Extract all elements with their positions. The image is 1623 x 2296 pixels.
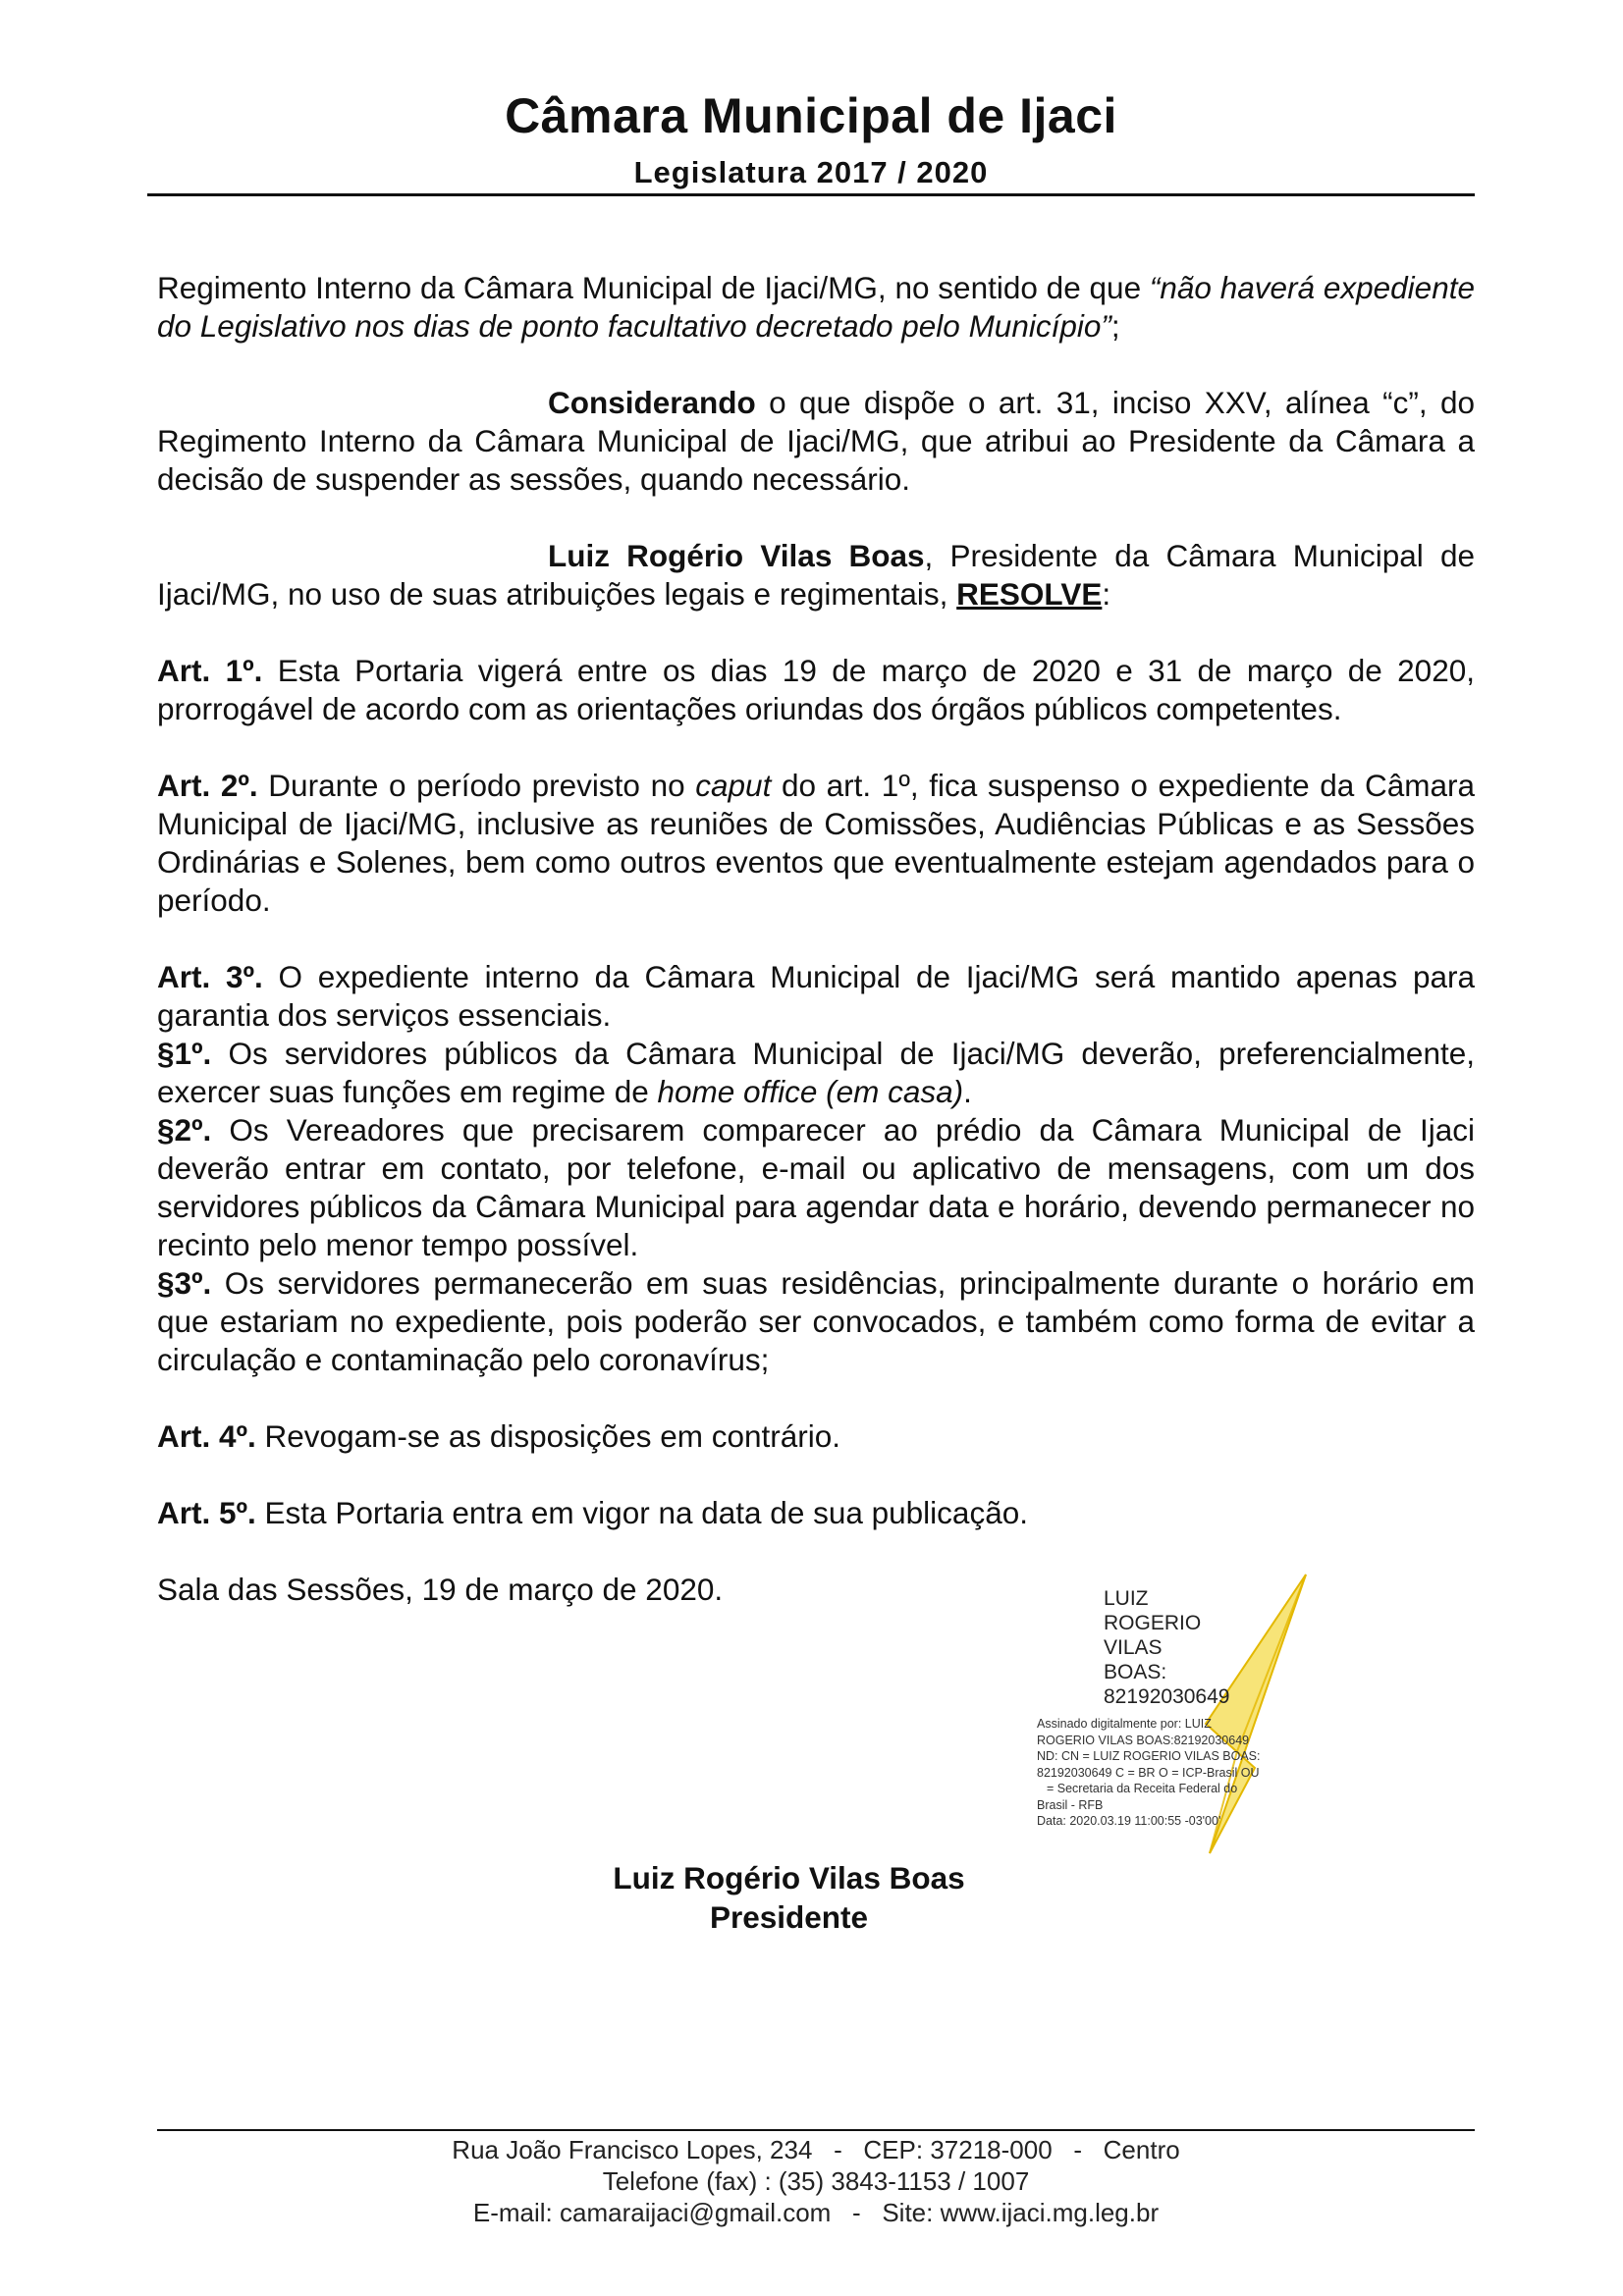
article-label: Art. 2º. (157, 768, 258, 803)
article-text: Durante o período previsto no (257, 768, 696, 803)
paragraph-label: §2º. (157, 1112, 212, 1148)
bold-lead: Considerando (548, 385, 756, 420)
text-span: o que dispõe o art. 31, inciso XXV, alínea “c”, do Regimento Interno da Câmara Municipal de Ijaci/MG, que atribui ao Presidente da Câmara a decisão de suspender as sessões, quando necessário. (157, 385, 1475, 497)
paragraph-label: §3º. (157, 1265, 212, 1301)
signature-details (1037, 1716, 1260, 1830)
paragraph-considerando (157, 384, 1475, 499)
date-line: Sala das Sessões, 19 de março de 2020. (157, 1572, 724, 1607)
article-label: Art. 3º. (157, 959, 263, 994)
signer-name-block (1104, 1586, 1229, 1709)
signature-detail-line: Assinado digitalmente por: LUIZ (1037, 1717, 1212, 1731)
digital-signature-stamp (1021, 1567, 1335, 1861)
paragraph-regimento (157, 269, 1475, 346)
quoted-text: “não haverá expediente do Legislativo nos dias de ponto facultativo decretado pelo Município” (157, 270, 1475, 344)
article-5 (157, 1494, 1475, 1532)
signer-name-line: BOAS: (1104, 1661, 1167, 1683)
paragraph-1 (157, 1035, 1475, 1111)
italic-term: caput (695, 768, 772, 803)
text-span: , Presidente da Câmara Municipal de Ijaci/MG, no uso de suas atribuições legais e regimentais, (157, 538, 1475, 612)
signatory-role: Presidente (709, 1899, 869, 1935)
paragraph-text: Os Vereadores que precisarem comparecer ao prédio da Câmara Municipal de Ijaci deverão entrar em contato, por telefone, e-mail ou aplicativo de mensagens, com um dos servidores públicos da Câmara Municipal para agendar data e horário, devendo permanecer no recinto pelo menor tempo possível. (157, 1112, 1475, 1262)
paragraph-label: §1º. (157, 1036, 212, 1071)
signature-detail-line: Data: 2020.03.19 11:00:55 -03'00' (1037, 1814, 1221, 1828)
resolve-keyword: RESOLVE (956, 576, 1103, 612)
signatory-block (491, 1858, 1087, 1937)
footer-contact: E-mail: camaraijaci@gmail.com - Site: www.ijaci.mg.leg.br (472, 2198, 1160, 2227)
letterhead (147, 80, 1475, 194)
footer (157, 2134, 1475, 2228)
legislature-subtitle: Legislatura 2017 / 2020 (633, 155, 989, 189)
article-2 (157, 767, 1475, 920)
signer-name-line: LUIZ (1104, 1587, 1149, 1610)
paragraph-text: Os servidores permanecerão em suas residências, principalmente durante o horário em que estariam no expediente, pois poderão ser convocados, e também como forma de evitar a circulação e contaminação pelo coronavírus; (157, 1265, 1475, 1377)
footer-divider (157, 2129, 1475, 2131)
paragraph-3 (157, 1264, 1475, 1379)
article-1 (157, 652, 1475, 728)
text-span: . (963, 1074, 972, 1109)
signer-cpf-line: 82192030649 (1104, 1685, 1230, 1708)
president-name-inline: Luiz Rogério Vilas Boas (548, 538, 925, 573)
article-3 (157, 958, 1475, 1035)
article-text: O expediente interno da Câmara Municipal de Ijaci/MG será mantido apenas para garantia dos serviços essenciais. (157, 959, 1475, 1033)
article-text: Revogam-se as disposições em contrário. (255, 1418, 841, 1454)
signature-detail-line: Brasil - RFB (1037, 1797, 1104, 1812)
signature-detail-line: ND: CN = LUIZ ROGERIO VILAS BOAS: (1037, 1749, 1261, 1763)
paragraph-2 (157, 1111, 1475, 1264)
signature-detail-line: ROGERIO VILAS BOAS:82192030649 (1037, 1733, 1250, 1747)
text-span: ; (1110, 308, 1120, 344)
footer-address: Rua João Francisco Lopes, 234 - CEP: 37218-000 - Centro (452, 2135, 1180, 2164)
signer-name-line: VILAS (1104, 1636, 1163, 1659)
header-divider (147, 193, 1475, 196)
article-label: Art. 1º. (157, 653, 263, 688)
article-text: Esta Portaria vigerá entre os dias 19 de março de 2020 e 31 de março de 2020, prorrogável de acordo com as orientações oriundas dos órgãos públicos competentes. (157, 653, 1475, 726)
article-4 (157, 1417, 1475, 1456)
article-label: Art. 4º. (157, 1418, 256, 1454)
signer-name-line: ROGERIO (1104, 1612, 1202, 1634)
paragraph-resolve (157, 537, 1475, 614)
article-label: Art. 5º. (157, 1495, 256, 1530)
article-text: Esta Portaria entra em vigor na data de sua publicação. (255, 1495, 1028, 1530)
text-span: Regimento Interno da Câmara Municipal de Ijaci/MG, no sentido de que (157, 270, 1150, 305)
institution-title: Câmara Municipal de Ijaci (505, 88, 1117, 143)
italic-term: home office (em casa) (657, 1074, 964, 1109)
footer-phone: Telefone (fax) : (35) 3843-1153 / 1007 (602, 2166, 1030, 2196)
signatory-name: Luiz Rogério Vilas Boas (613, 1860, 965, 1896)
signature-detail-line: 82192030649 C = BR O = ICP-Brasil OU (1037, 1765, 1260, 1780)
article-text: do art. 1º, fica suspenso o expediente da Câmara Municipal de Ijaci/MG, inclusive as reuniões de Comissões, Audiências Públicas e as Sessões Ordinárias e Solenes, bem como outros eventos que eventualmente estejam agendados para o período. (157, 768, 1475, 918)
text-span: : (1102, 576, 1111, 612)
signature-detail-line: = Secretaria da Receita Federal do (1047, 1782, 1238, 1795)
paragraph-text: Os servidores públicos da Câmara Municipal de Ijaci/MG deverão, preferencialmente, exercer suas funções em regime de (157, 1036, 1475, 1109)
document-body (157, 269, 1475, 1609)
